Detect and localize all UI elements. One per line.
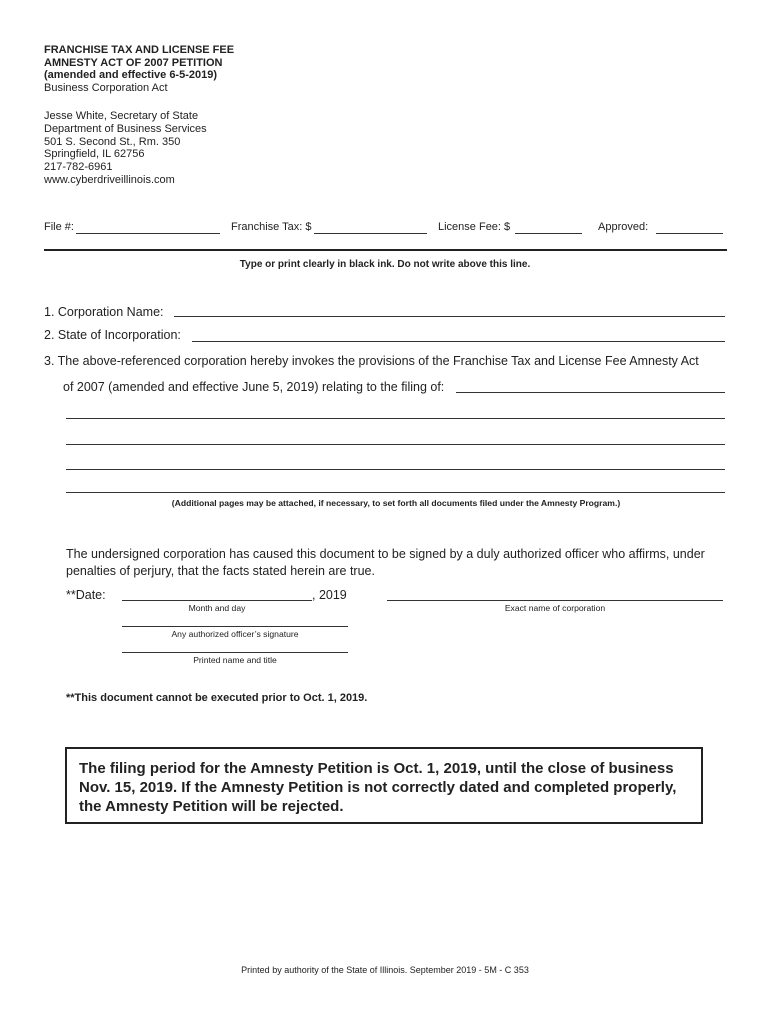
month-day-caption: Month and day (188, 603, 246, 613)
agency-address (44, 110, 207, 187)
ink-notice: Type or print clearly in black ink. Do not write above this line. (239, 259, 531, 270)
file-number-label: File #: (44, 221, 74, 233)
license-fee-field[interactable] (515, 233, 582, 234)
form-title-line3: (amended and effective 6-5-2019) (44, 69, 218, 81)
officer-signature-caption: Any authorized officer’s signature (171, 629, 299, 639)
approved-label: Approved: (598, 221, 649, 233)
corporation-name-sign-field[interactable] (387, 600, 723, 601)
filing-period-text: The filing period for the Amnesty Petition is Oct. 1, 2019, until the close of business Nov. 15, 2019. If the Amnesty Petition is not correctly dated and completed properly, the Amnesty Petition will be rejected. (79, 760, 677, 815)
franchise-tax-field[interactable] (314, 233, 427, 234)
date-field[interactable] (122, 600, 312, 601)
filing-of-line5[interactable] (66, 492, 725, 493)
address-line1: Jesse White, Secretary of State (44, 110, 199, 122)
address-line3: 501 S. Second St., Rm. 350 (44, 135, 181, 148)
printed-name-field[interactable] (122, 652, 348, 653)
state-of-incorporation-label: 2. State of Incorporation: (44, 328, 181, 342)
address-line5: 217-782-6961 (44, 161, 113, 174)
corporation-name-label: 1. Corporation Name: (44, 305, 164, 319)
printed-name-caption: Printed name and title (193, 655, 277, 665)
filing-of-line4[interactable] (66, 469, 725, 470)
filing-of-field[interactable] (456, 392, 725, 393)
state-of-incorporation-field[interactable] (192, 341, 725, 342)
form-header (44, 44, 234, 94)
corporation-name-field[interactable] (174, 316, 725, 317)
address-line6: www.cyberdriveillinois.com (44, 173, 175, 186)
filing-of-label: of 2007 (amended and effective June 5, 2019) relating to the filing of: (63, 380, 445, 394)
officer-signature-field[interactable] (122, 626, 348, 627)
address-line4: Springfield, IL 62756 (44, 148, 145, 161)
file-number-field[interactable] (76, 233, 220, 234)
license-fee-label: License Fee: $ (438, 221, 511, 233)
filing-of-line3[interactable] (66, 444, 725, 445)
date-year: , 2019 (312, 588, 347, 602)
affirmation-text: The undersigned corporation has caused this document to be signed by a duly authorized officer who affirms, under penalties of perjury, that the facts stated herein are true. (66, 547, 705, 578)
date-label: **Date: (66, 588, 106, 602)
address-line2: Department of Business Services (44, 122, 207, 135)
additional-pages-note: (Additional pages may be attached, if necessary, to set forth all documents filed under the Amnesty Program.) (171, 498, 621, 508)
corp-name-caption: Exact name of corporation (504, 603, 606, 613)
franchise-tax-label: Franchise Tax: $ (231, 221, 312, 233)
filing-period-box (65, 747, 703, 824)
filing-of-line2[interactable] (66, 418, 725, 419)
print-authority-footer: Printed by authority of the State of Illinois. September 2019 - 5M - C 353 (241, 965, 529, 975)
execution-date-warning: **This document cannot be executed prior to Oct. 1, 2019. (66, 692, 368, 704)
approved-field[interactable] (656, 233, 723, 234)
form-subtitle: Business Corporation Act (44, 81, 168, 94)
form-title-line1: FRANCHISE TAX AND LICENSE FEE (44, 44, 235, 56)
form-title-line2: AMNESTY ACT OF 2007 PETITION (44, 56, 223, 69)
divider-rule (44, 249, 727, 251)
amnesty-provision-text: 3. The above-referenced corporation hereby invokes the provisions of the Franchise Tax and License Fee Amnesty Act (44, 354, 699, 368)
